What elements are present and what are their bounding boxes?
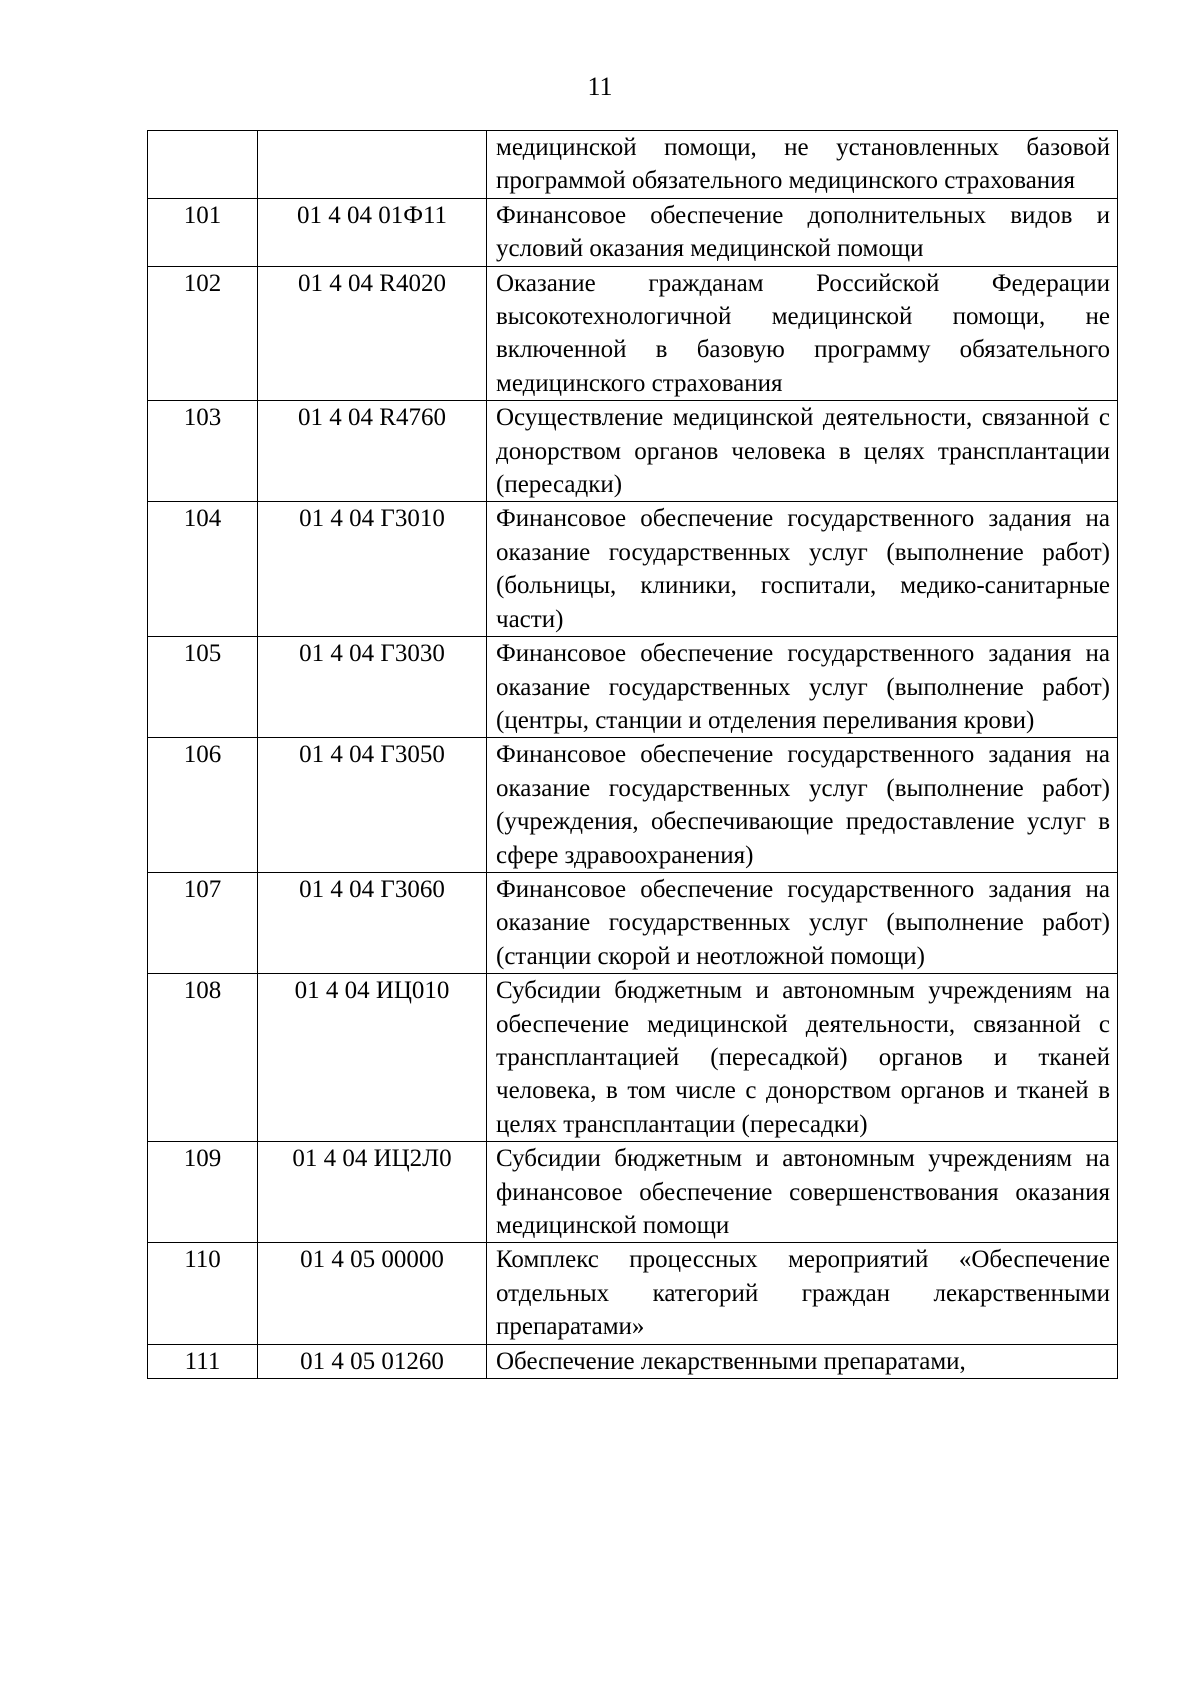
row-code: 01 4 05 00000 [258,1243,487,1344]
table-row [148,131,1118,199]
row-description: Осуществление медицинской деятельности, связанной с донорством органов человека в целях трансплантации (пересадки) [487,401,1118,502]
table-row [148,974,1118,1142]
row-code [258,131,487,199]
row-number: 108 [148,974,258,1142]
row-description: медицинской помощи, не установленных базовой программой обязательного медицинского страхования [487,131,1118,199]
row-code: 01 4 04 Г3030 [258,637,487,738]
row-code: 01 4 04 01Ф11 [258,198,487,266]
row-description: Оказание гражданам Российской Федерации высокотехнологичной медицинской помощи, не включенной в базовую программу обязательного медицинского страхования [487,266,1118,401]
row-description: Финансовое обеспечение государственного задания на оказание государственных услуг (выполнение работ) (центры, станции и отделения переливания крови) [487,637,1118,738]
table-row [148,502,1118,637]
row-code: 01 4 04 Г3050 [258,738,487,873]
row-number: 104 [148,502,258,637]
table-row [148,1344,1118,1378]
classification-table [147,130,1118,1379]
row-description: Финансовое обеспечение государственного задания на оказание государственных услуг (выполнение работ) (учреждения, обеспечивающие предоставление услуг в сфере здравоохранения) [487,738,1118,873]
table-row [148,401,1118,502]
table-row [148,738,1118,873]
row-number [148,131,258,199]
table-row [148,637,1118,738]
row-number: 110 [148,1243,258,1344]
row-number: 102 [148,266,258,401]
table-row [148,1142,1118,1243]
row-number: 107 [148,872,258,973]
table-row [148,198,1118,266]
row-number: 111 [148,1344,258,1378]
row-code: 01 4 04 R4020 [258,266,487,401]
row-number: 101 [148,198,258,266]
row-code: 01 4 04 ИЦ2Л0 [258,1142,487,1243]
row-code: 01 4 04 Г3060 [258,872,487,973]
row-description: Обеспечение лекарственными препаратами, [487,1344,1118,1378]
row-code: 01 4 04 R4760 [258,401,487,502]
table-row [148,266,1118,401]
row-number: 106 [148,738,258,873]
row-code: 01 4 04 Г3010 [258,502,487,637]
row-number: 109 [148,1142,258,1243]
row-description: Комплекс процессных мероприятий «Обеспечение отдельных категорий граждан лекарственными препаратами» [487,1243,1118,1344]
row-code: 01 4 05 01260 [258,1344,487,1378]
page-number: 11 [587,72,613,101]
row-description: Финансовое обеспечение государственного задания на оказание государственных услуг (выполнение работ) (больницы, клиники, госпитали, медико-санитарные части) [487,502,1118,637]
table-row [148,1243,1118,1344]
row-description: Субсидии бюджетным и автономным учреждениям на обеспечение медицинской деятельности, связанной с трансплантацией (пересадкой) органов и тканей человека, в том числе с донорством органов и тканей в целях трансплантации (пересадки) [487,974,1118,1142]
row-number: 105 [148,637,258,738]
row-description: Финансовое обеспечение дополнительных видов и условий оказания медицинской помощи [487,198,1118,266]
row-code: 01 4 04 ИЦ010 [258,974,487,1142]
row-description: Финансовое обеспечение государственного задания на оказание государственных услуг (выполнение работ) (станции скорой и неотложной помощи) [487,872,1118,973]
row-description: Субсидии бюджетным и автономным учреждениям на финансовое обеспечение совершенствования оказания медицинской помощи [487,1142,1118,1243]
row-number: 103 [148,401,258,502]
table-row [148,872,1118,973]
